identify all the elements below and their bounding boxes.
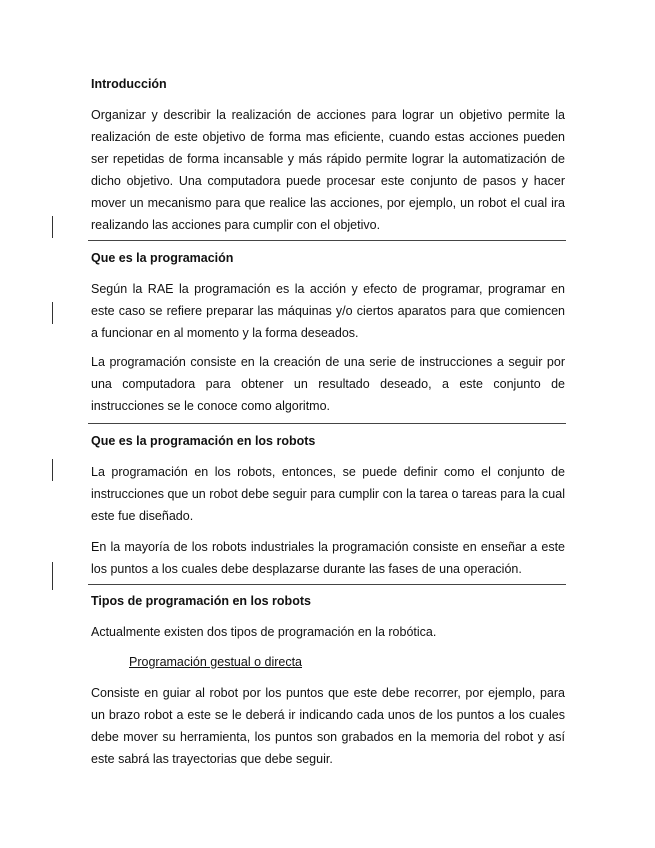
change-bar bbox=[52, 302, 53, 324]
section-heading-robots: Que es la programación en los robots bbox=[91, 434, 316, 448]
programacion-paragraph-2: La programación consiste en la creación de una serie de instrucciones a seguir por una computadora para obtener un resultado deseado, a este conjunto de instrucciones se le conoce como algoritmo. bbox=[91, 355, 565, 413]
tipos-paragraph-2: Consiste en guiar al robot por los puntos que este debe recorrer, por ejemplo, para un brazo robot a este se le deberá ir indicando cada unos de los puntos a los cuales debe mover su herramienta, los puntos son grabados en la memoria del robot y así este sabrá las trayectorias que debe seguir. bbox=[91, 686, 565, 766]
section-divider bbox=[88, 423, 566, 424]
tipos-paragraph: Actualmente existen dos tipos de programación en la robótica. bbox=[91, 625, 437, 639]
intro-paragraph: Organizar y describir la realización de acciones para lograr un objetivo permite la realización de este objetivo de forma mas eficiente, cuando estas acciones pueden ser repetidas de forma incansable y más rápido permite lograr la automatización de dicho objetivo. Una computadora puede procesar este conjunto de pasos y hacer mover un mecanismo para que realice las acciones, por ejemplo, un robot el cual ira realizando las acciones para cumplir con el objetivo. bbox=[91, 108, 565, 232]
section-heading-programacion: Que es la programación bbox=[91, 251, 234, 265]
change-bar bbox=[52, 216, 53, 238]
robots-paragraph-1: La programación en los robots, entonces, se puede definir como el conjunto de instrucciones que un robot debe seguir para cumplir con la tarea o tareas para la cual este fue diseñado. bbox=[91, 465, 565, 523]
section-heading-tipos: Tipos de programación en los robots bbox=[91, 594, 311, 608]
change-bar bbox=[52, 562, 53, 590]
section-divider bbox=[88, 240, 566, 241]
section-divider bbox=[88, 584, 566, 585]
subheading-programacion-gestual: Programación gestual o directa bbox=[129, 655, 303, 669]
section-heading-introduccion: Introducción bbox=[91, 77, 167, 91]
change-bar bbox=[52, 459, 53, 481]
robots-paragraph-2: En la mayoría de los robots industriales la programación consiste en enseñar a este los puntos a los cuales debe desplazarse durante las fases de una operación. bbox=[91, 540, 565, 576]
programacion-paragraph-1: Según la RAE la programación es la acción y efecto de programar, programar en este caso se refiere preparar las máquinas y/o ciertos aparatos para que comiencen a funcionar en al momento y la forma deseados. bbox=[91, 282, 565, 340]
